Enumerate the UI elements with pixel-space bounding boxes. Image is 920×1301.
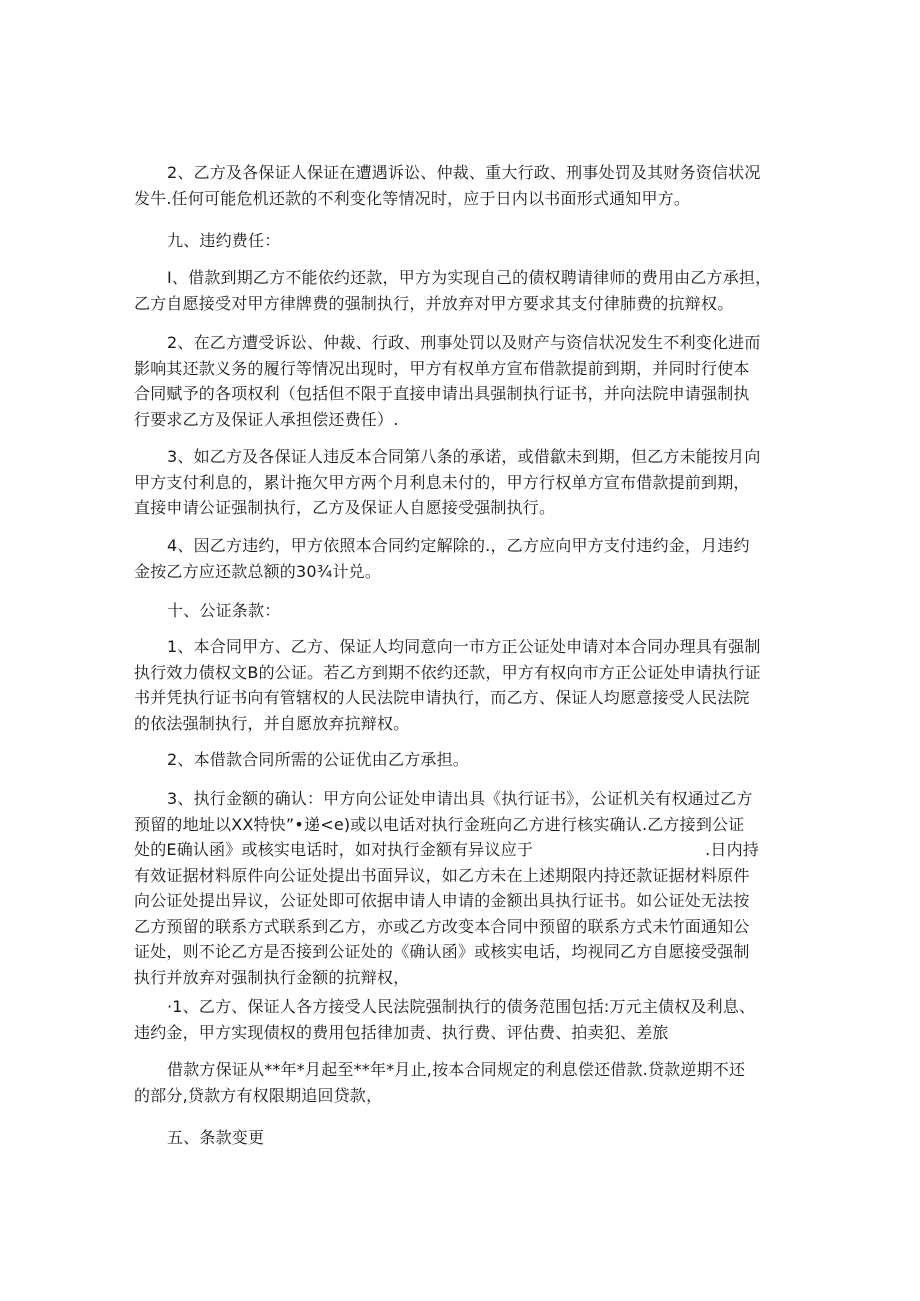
clause-10-2-paragraph xyxy=(134,747,794,773)
text-line: 有效证据材料原件向公证处提出书面异议，如乙方未在上述期限内持还款证据材料原件 xyxy=(134,865,750,885)
text-line: 借款方保证从**年*月起至**年*月止,按本合同规定的利息偿还借款.贷款逆期不还 xyxy=(167,1060,746,1079)
text-line: 发牛.任何可能危机还款的不利变化等情况时，应于日内以书面形式通知甲方。 xyxy=(134,188,691,208)
text-line: 向公证处提出异议，公证处即可依据申请人申请的金额出具执行证书。如公证处无法按 xyxy=(134,891,750,910)
text-line: 书并凭执行证书向有管辖权的人民法院申请执行，而乙方、保证人均愿意接受人民法院 xyxy=(134,688,750,707)
clause-9-2-paragraph xyxy=(134,330,794,432)
text-line: 执行并放弃对强制执行金额的抗辩权， xyxy=(134,967,410,987)
text-line: 行要求乙方及保证人承担偿还费任）. xyxy=(134,409,399,429)
clause-9-1-paragraph xyxy=(134,265,794,316)
clause-9-4-paragraph xyxy=(134,533,794,584)
text-line: 乙方预留的联系方式联系到乙方，亦或乙方改变本合同中预留的联系方式未竹面通知公 xyxy=(134,916,750,936)
text-line: 执行效力债权文B的公证。若乙方到期不依约还款，甲方有权向市方正公证处申请执行证 xyxy=(134,662,761,682)
clause-8-2-paragraph xyxy=(134,160,794,211)
clause-enforcement-scope-paragraph xyxy=(134,994,794,1045)
text-line: 3、执行金额的确认：甲方向公证处申请出具《执行证书》，公证机关有权通过乙方 xyxy=(167,789,753,808)
text-line: 4、因乙方违约，甲方依照本合同约定解除的.，乙方应向甲方支付违约金，月违约 xyxy=(167,536,750,555)
clause-10-1-paragraph xyxy=(134,634,794,736)
text-line: I、借款到期乙方不能依约还款，甲方为实现自己的债权聘请律师的费用由乙方承担， xyxy=(167,268,772,287)
text-line: 合同赋予的各项权利（包括但不限于直接申请出具强制执行证书，并向法院申请强制执 xyxy=(134,384,750,403)
text-line: 直接申请公证强制执行，乙方及保证人自愿接受强制执行。 xyxy=(134,498,556,517)
text-line: 2、乙方及各保证人保证在遭遇诉讼、仲裁、重大行政、刑事处罚及其财务资信状况 xyxy=(167,163,761,182)
heading-text: 五、条款变更 xyxy=(167,1128,265,1147)
text-line: 金按乙方应还款总额的30¾计兑。 xyxy=(134,561,382,581)
text-line: 2、本借款合同所需的公证优由乙方承担。 xyxy=(167,750,469,769)
text-line: 的部分,贷款方有权限期追回贷款， xyxy=(134,1085,383,1105)
text-line: 甲方支付利息的，累计拖欠甲方两个月利息未付的，甲方行权单方宣布借款提前到期， xyxy=(134,472,750,492)
text-line: 的依法强制执行，并自愿放弃抗辩权。 xyxy=(134,713,410,733)
clause-9-3-paragraph xyxy=(134,444,794,521)
text-line: 1、本合同甲方、乙方、保证人均同意向一市方正公证处申请对本合同办理具有强制 xyxy=(167,637,761,656)
clause-10-3-paragraph xyxy=(134,786,794,990)
section-heading-9 xyxy=(134,228,794,254)
heading-text: 十、公证条款： xyxy=(167,601,281,620)
text-line: 违约金，甲方实现债权的费用包括律加责、执行费、评估费、拍卖犯、差旅 xyxy=(134,1022,669,1042)
text-line: 影响其还款义务的履行等情况出现时，甲方有权单方宣布借款提前到期，并同时行使本 xyxy=(134,358,750,378)
section-heading-5 xyxy=(134,1125,794,1151)
text-line: 处的E确认函》或核实电话时，如对执行金额有异议应于 xyxy=(134,840,534,859)
text-line: 乙方自愿接受对甲方律牌费的强制执行，并放弃对甲方要求其支付律肺费的抗辩权。 xyxy=(134,293,734,313)
text-line: 3、如乙方及各保证人违反本合同第八条的承诺，或借歙未到期，但乙方未能按月向 xyxy=(167,447,761,466)
text-line: ·1、乙方、保证人各方接受人民法院强制执行的债务范围包括:万元主债权及利息、 xyxy=(167,997,756,1016)
text-line: 证处，则不论乙方是否接到公证处的《确认函》或核实电话，均视同乙方自愿接受强制 xyxy=(134,942,750,961)
text-line-tail: .日内持 xyxy=(705,840,760,859)
heading-text: 九、违约费任： xyxy=(167,231,281,250)
section-heading-10 xyxy=(134,598,794,624)
text-line: 2、在乙方遭受诉讼、仲裁、行政、刑事处罚以及财产与资信状况发生不利变化进而 xyxy=(167,333,761,352)
repayment-guarantee-paragraph xyxy=(134,1057,794,1108)
text-line: 预留的地址以XX特快”•递<e)或以电话对执行金班向乙方进行核实确认.乙方接到公证 xyxy=(134,814,745,834)
